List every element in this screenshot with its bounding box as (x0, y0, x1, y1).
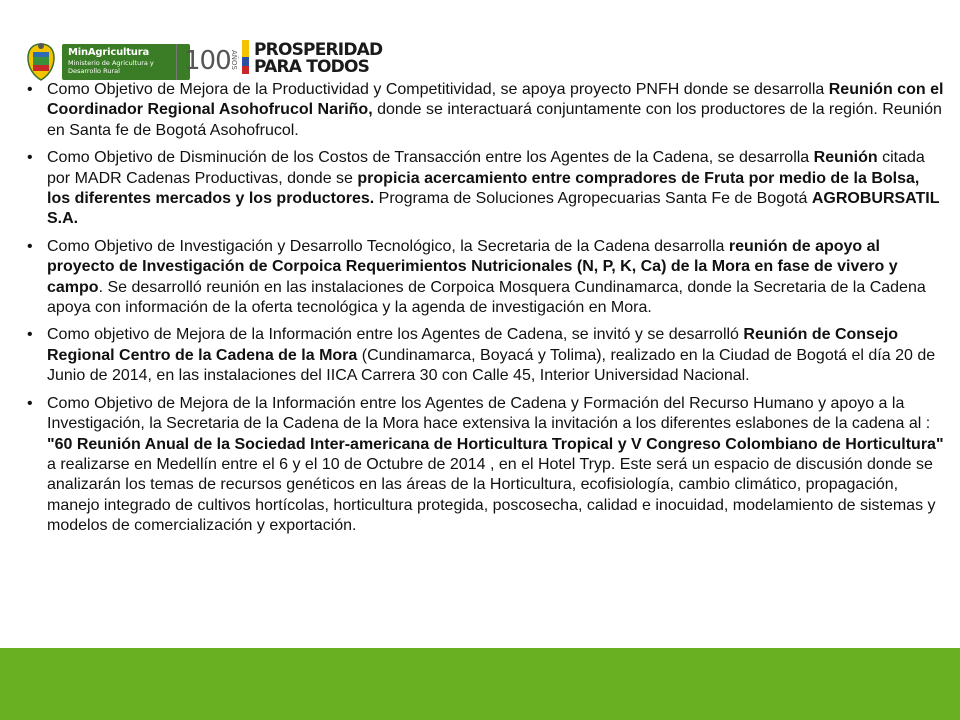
bullet-bold-text: reunión de apoyo al proyecto de Investigación de Corpoica Requerimientos Nutricionales (N, P, K, Ca) de la Mora en fase de vivero y campo (47, 237, 898, 296)
bullet-bold-text: AGROBURSATIL S.A. (47, 190, 940, 228)
bullet-bold-text: "60 Reunión Anual de la Sociedad Inter-americana de Horticultura Tropical y V Congreso Colombiano de Horticultura" (47, 435, 944, 453)
bullet-item (25, 237, 945, 319)
ministry-subtitle: Ministerio de Agricultura y Desarrollo Rural (68, 59, 154, 75)
bullet-icon: • (27, 394, 33, 412)
header-logos (24, 40, 384, 82)
bullet-text: donde se interactuará conjuntamente con los productores de la región. Reunión en Santa fe de Bogotá Asohofrucol. (47, 101, 942, 139)
bullet-content (25, 80, 945, 544)
bullet-item (25, 80, 945, 141)
bullet-icon: • (27, 237, 33, 255)
bullet-item (25, 325, 945, 386)
centenary-label: AÑOS (230, 50, 238, 70)
bullet-text: Como Objetivo de Disminución de los Costos de Transacción entre los Agentes de la Cadena, se desarrolla (47, 149, 814, 167)
bullet-list (25, 80, 945, 537)
slogan-line2: PARA TODOS (254, 57, 370, 77)
bullet-text: . Se desarrolló reunión en las instalaciones de Corpoica Mosquera Cundinamarca, donde la Secretaria de la Cadena apoya con información de la oferta tecnológica y la agenda de investigación en Mora. (47, 278, 926, 317)
bullet-icon: • (27, 149, 33, 167)
bullet-text: Como Objetivo de Mejora de la Productividad y Competitividad, se apoya proyecto PNFH donde se desarrolla (47, 81, 829, 98)
centenary-number: 100 (184, 46, 231, 76)
bullet-text: Como objetivo de Mejora de la Información entre los Agentes de Cadena, se invitó y se desarrolló (47, 326, 744, 344)
bullet-text: Programa de Soluciones Agropecuarias Santa Fe de Bogotá (374, 190, 812, 208)
bullet-icon: • (27, 81, 33, 98)
bullet-bold-text: Reunión con el Coordinador Regional Asohofrucol Nariño, (47, 81, 944, 119)
bullet-bold-text: Reunión (813, 149, 878, 167)
bullet-text: a realizarse en Medellín entre el 6 y el 10 de Octubre de 2014 , en el Hotel Tryp. Este será un espacio de discusión donde se analizarán los temas de recursos genéticos en las áreas de la Horticultura, ecofisiología, cambio climático, propagación, manejo integrado de cultivos hortícolas, horticultura protegida, poscosecha, calidad e inocuidad, modelamiento de sistemas y modelos de comercialización y exportación. (47, 455, 936, 535)
flag-stripe-icon (242, 40, 249, 74)
bullet-text: Como Objetivo de Mejora de la Información entre los Agentes de Cadena y Formación del Recurso Humano y apoyo a la Investigación, la Secretaria de la Cadena de la Mora hace extensiva la invitación a los diferentes eslabones de la cadena al : (47, 394, 931, 433)
bullet-icon: • (27, 326, 33, 344)
footer-bar (0, 648, 960, 720)
slogan-line1: PROSPERIDAD (254, 40, 383, 60)
bullet-bold-text: propicia acercamiento entre compradores de Fruta por medio de la Bolsa, los diferentes mercados y los productores. (47, 169, 920, 208)
bullet-item (25, 148, 945, 230)
ministry-logo (62, 44, 190, 80)
bullet-text: Como Objetivo de Investigación y Desarrollo Tecnológico, la Secretaria de la Cadena desarrolla (47, 237, 729, 255)
slogan-logo (254, 42, 382, 76)
bullet-bold-text: Reunión de Consejo Regional Centro de la Cadena de la Mora (47, 326, 899, 364)
coat-of-arms-icon (24, 40, 58, 82)
bullet-text: citada por MADR Cadenas Productivas, donde se (47, 149, 925, 187)
logo-divider (176, 44, 177, 80)
ministry-title: MinAgricultura (68, 47, 150, 58)
bullet-text: (Cundinamarca, Boyacá y Tolima), realizado en la Ciudad de Bogotá el día 20 de Junio de 2014, en las instalaciones del IICA Carrera 30 con Calle 45, Interior Universidad Nacional. (47, 346, 936, 385)
bullet-item (25, 394, 945, 537)
